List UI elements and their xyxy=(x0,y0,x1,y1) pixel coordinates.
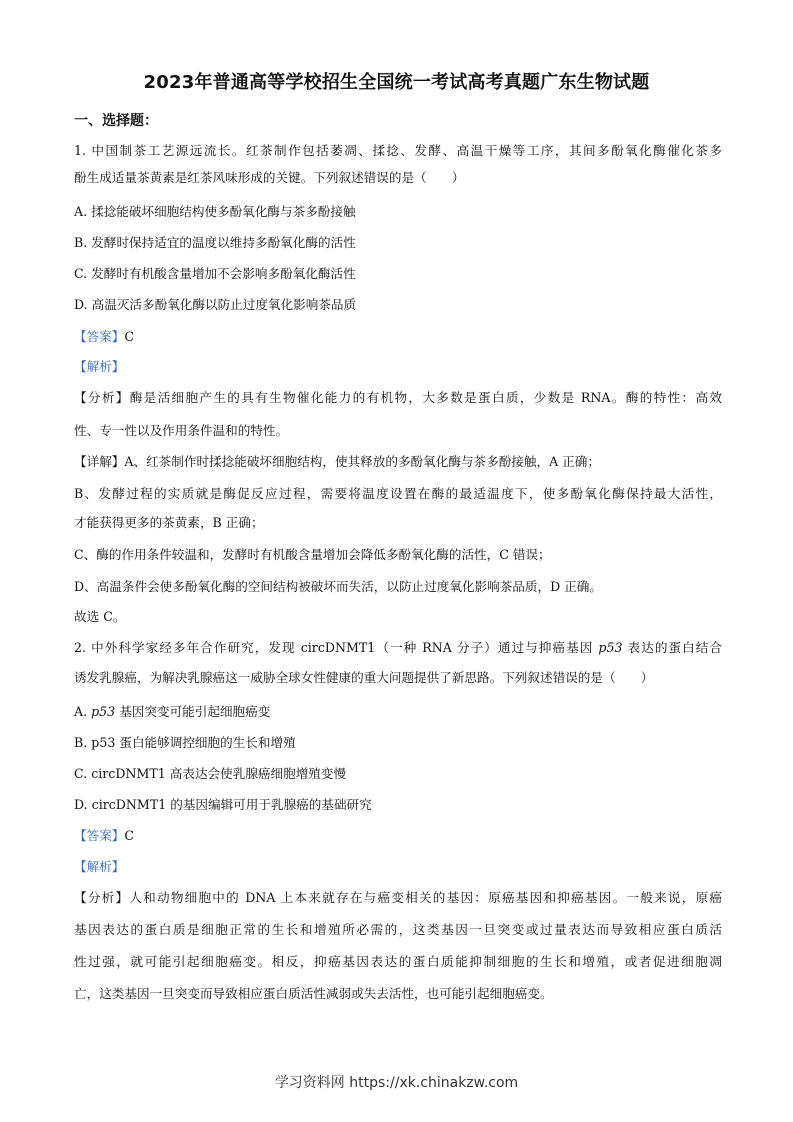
q1-option-a: A. 揉捻能破坏细胞结构使多酚氧化酶与茶多酚接触 xyxy=(74,204,356,219)
q1-conclusion: 故选 C。 xyxy=(74,609,126,624)
q1-analysis-tag xyxy=(74,359,722,375)
q1-xiangjie-line-2: B、发酵过程的实质就是酶促反应过程，需要将温度设置在酶的最适温度下，使多酚氧化酶保持最大活性， xyxy=(74,486,722,501)
page-title: 2023年普通高等学校招生全国统一考试高考真题广东生物试题 xyxy=(143,72,650,93)
fenxi-tag: 【分析】 xyxy=(74,390,130,405)
q2-fenxi-line-4: 亡，这类基因一旦突变而导致相应蛋白质活性减弱或失去活性，也可能引起细胞癌变。 xyxy=(74,986,553,1001)
xiangjie-text: A、红茶制作时揉捻能破坏细胞结构，使其释放的多酚氧化酶与茶多酚接触，A 正确； xyxy=(124,454,600,469)
gene-name-italic: p53 xyxy=(598,640,623,655)
q2-stem-line-2: 诱发乳腺癌，为解决乳腺癌这一威胁全球女性健康的重大问题提供了新思路。下列叙述错误的是（ ） xyxy=(74,670,654,685)
xiangjie-tag: 【详解】 xyxy=(74,454,125,469)
option-prefix: A. xyxy=(74,704,92,719)
q1-answer xyxy=(74,329,722,345)
answer-tag: 【答案】 xyxy=(74,329,125,344)
q2-answer xyxy=(74,828,722,844)
fenxi-text: 人和动物细胞中的 DNA 上本来就存在与癌变相关的基因：原癌基因和抑癌基因。一般来说，原癌 xyxy=(129,890,722,905)
q2-option-c: C. circDNMT1 高表达会使乳腺癌细胞增殖变慢 xyxy=(74,766,347,781)
answer-tag: 【答案】 xyxy=(74,828,125,843)
q2-option-a xyxy=(74,704,722,720)
q1-xiangjie-line-5: D、高温条件会使多酚氧化酶的空间结构被破坏而失活，以防止过度氧化影响茶品质，D 正确。 xyxy=(74,579,602,594)
option-text: 基因突变可能引起细胞癌变 xyxy=(115,704,271,719)
fenxi-text: 酶是活细胞产生的具有生物催化能力的有机物，大多数是蛋白质，少数是 RNA。酶的特性：高效 xyxy=(129,390,722,405)
section-heading: 一、选择题： xyxy=(74,113,158,129)
q2-fenxi-line-1 xyxy=(74,890,722,906)
analysis-tag: 【解析】 xyxy=(74,859,125,874)
q2-stem-line-1 xyxy=(74,640,722,656)
q1-option-b: B. 发酵时保持适宜的温度以维持多酚氧化酶的活性 xyxy=(74,235,356,250)
q2-fenxi-line-3: 性过强，就可能引起细胞癌变。相反，抑癌基因表达的蛋白质能抑制细胞的生长和增殖，或者促进细胞凋 xyxy=(74,954,722,969)
q1-xiangjie-line-3: 才能获得更多的茶黄素，B 正确； xyxy=(74,515,264,530)
q2-stem-part: 2. 中外科学家经多年合作研究，发现 circDNMT1（一种 RNA 分子）通过与抑癌基因 xyxy=(74,640,599,655)
q1-fenxi-line-1 xyxy=(74,390,722,406)
analysis-tag: 【解析】 xyxy=(74,359,125,374)
q2-analysis-tag xyxy=(74,859,722,875)
q1-fenxi-line-2: 性、专一性以及作用条件温和的特性。 xyxy=(74,423,289,438)
q1-stem-line-2: 酚生成适量茶黄素是红茶风味形成的关键。下列叙述错误的是（ ） xyxy=(74,170,465,185)
q1-option-c: C. 发酵时有机酸含量增加不会影响多酚氧化酶活性 xyxy=(74,266,356,281)
q1-xiangjie-line-4: C、酶的作用条件较温和，发酵时有机酸含量增加会降低多酚氧化酶的活性，C 错误； xyxy=(74,547,551,562)
q2-stem-part: 表达的蛋白结合 xyxy=(622,640,722,655)
gene-name-italic: p53 xyxy=(91,704,116,719)
q1-xiangjie-line-1 xyxy=(74,454,722,470)
q2-fenxi-line-2: 基因表达的蛋白质是细胞正常的生长和增殖所必需的，这类基因一旦突变或过量表达而导致相应蛋白质活 xyxy=(74,922,722,937)
footer-watermark: 学习资料网 https://xk.chinakzw.com xyxy=(274,1075,519,1091)
q1-stem-line-1: 1. 中国制茶工艺源远流长。红茶制作包括萎凋、揉捻、发酵、高温干燥等工序，其间多酚氧化酶催化茶多 xyxy=(74,143,722,158)
q1-option-d: D. 高温灭活多酚氧化酶以防止过度氧化影响茶品质 xyxy=(74,297,357,312)
fenxi-tag: 【分析】 xyxy=(74,890,130,905)
q2-option-b: B. p53 蛋白能够调控细胞的生长和增殖 xyxy=(74,735,296,750)
answer-value: C xyxy=(124,828,135,843)
q2-option-d: D. circDNMT1 的基因编辑可用于乳腺癌的基础研究 xyxy=(74,797,372,812)
answer-value: C xyxy=(124,329,135,344)
